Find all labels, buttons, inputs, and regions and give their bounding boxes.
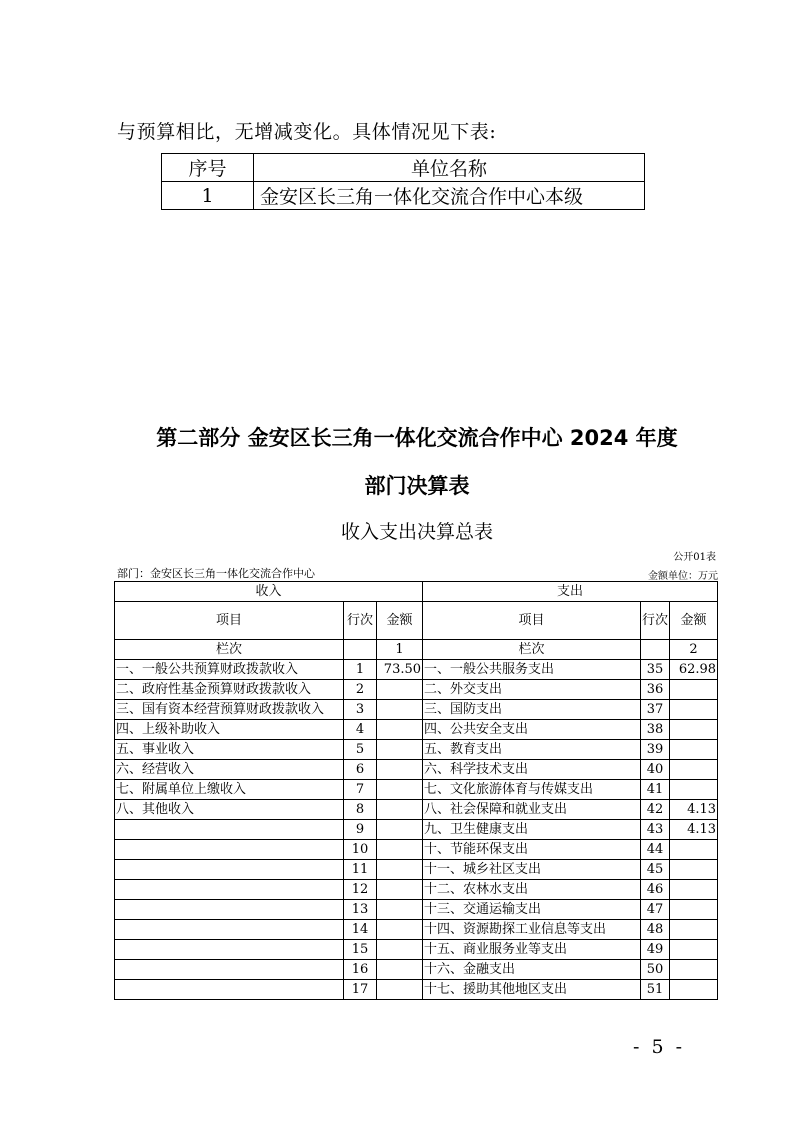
- table-row: [115, 780, 718, 800]
- income-row-number: 4: [344, 720, 377, 740]
- expense-item: 十七、援助其他地区支出: [423, 980, 641, 1000]
- expense-amount: [670, 760, 718, 780]
- expense-row-number: 35: [641, 660, 670, 680]
- table-title: 收入支出决算总表: [340, 521, 493, 543]
- expense-item: 十四、资源勘探工业信息等支出: [423, 920, 641, 940]
- table-row: [115, 680, 718, 700]
- col-income-row: 行次: [344, 602, 377, 640]
- unit-name: 金安区长三角一体化交流合作中心本级: [254, 182, 645, 210]
- intro-text: 与预算相比，无增减变化。具体情况见下表:: [117, 121, 497, 143]
- table-row: [115, 980, 718, 1000]
- income-item: 七、附属单位上缴收入: [115, 780, 344, 800]
- income-item: 一、一般公共预算财政拨款收入: [115, 660, 344, 680]
- table-row: [115, 940, 718, 960]
- income-amount: [377, 980, 423, 1000]
- expense-row-number: 51: [641, 980, 670, 1000]
- expense-item: 十五、商业服务业等支出: [423, 940, 641, 960]
- expense-row-number: 48: [641, 920, 670, 940]
- expense-item: 三、国防支出: [423, 700, 641, 720]
- income-item: [115, 980, 344, 1000]
- expense-item: 十六、金融支出: [423, 960, 641, 980]
- expense-row-number: 46: [641, 880, 670, 900]
- income-item: [115, 960, 344, 980]
- col-income-amount: 金额: [377, 602, 423, 640]
- income-item: 六、经营收入: [115, 760, 344, 780]
- expense-item: 七、文化旅游体育与传媒支出: [423, 780, 641, 800]
- expense-row-number: 42: [641, 800, 670, 820]
- expense-item: 六、科学技术支出: [423, 760, 641, 780]
- income-row-number: 16: [344, 960, 377, 980]
- income-row-number: 2: [344, 680, 377, 700]
- expense-amount: 4.13: [670, 820, 718, 840]
- expense-row-number: 38: [641, 720, 670, 740]
- expense-amount: [670, 880, 718, 900]
- expense-item: 九、卫生健康支出: [423, 820, 641, 840]
- income-row-number: 6: [344, 760, 377, 780]
- unit-table-header: [162, 154, 645, 182]
- expense-item: 十、节能环保支出: [423, 840, 641, 860]
- expense-row-number: 49: [641, 940, 670, 960]
- income-amount: [377, 700, 423, 720]
- income-amount: [377, 960, 423, 980]
- income-item: [115, 900, 344, 920]
- expense-amount: [670, 940, 718, 960]
- income-amount: [377, 880, 423, 900]
- table-group-header: [115, 582, 718, 602]
- unit-seq: 1: [162, 182, 254, 210]
- amount-unit-label: 金额单位：万元: [648, 571, 718, 582]
- expense-row-number: 45: [641, 860, 670, 880]
- income-amount: [377, 820, 423, 840]
- expense-amount: [670, 680, 718, 700]
- income-row-number: 14: [344, 920, 377, 940]
- income-lanci: 栏次: [115, 640, 344, 660]
- expense-header: 支出: [423, 582, 718, 602]
- table-lanci-row: [115, 640, 718, 660]
- table-body: [115, 660, 718, 1000]
- table-row: [115, 900, 718, 920]
- income-item: [115, 820, 344, 840]
- expense-amount: [670, 980, 718, 1000]
- expense-row-number: 39: [641, 740, 670, 760]
- income-row-number: 15: [344, 940, 377, 960]
- expense-item: 十一、城乡社区支出: [423, 860, 641, 880]
- expense-row-number: 40: [641, 760, 670, 780]
- income-item: [115, 860, 344, 880]
- income-expense-table: [114, 581, 718, 1000]
- expense-amount: [670, 780, 718, 800]
- income-amount: [377, 900, 423, 920]
- expense-row-number: 47: [641, 900, 670, 920]
- income-row-number: 3: [344, 700, 377, 720]
- income-item: 三、国有资本经营预算财政拨款收入: [115, 700, 344, 720]
- income-lanci-blank: [344, 640, 377, 660]
- table-row: [115, 740, 718, 760]
- expense-amount: [670, 700, 718, 720]
- expense-item: 五、教育支出: [423, 740, 641, 760]
- income-amount: [377, 740, 423, 760]
- income-item: 二、政府性基金预算财政拨款收入: [115, 680, 344, 700]
- income-amount: [377, 720, 423, 740]
- expense-amount: [670, 960, 718, 980]
- department-label: 部门：金安区长三角一体化交流合作中心: [117, 567, 315, 580]
- income-item: [115, 940, 344, 960]
- table-row: [115, 880, 718, 900]
- income-amount: [377, 840, 423, 860]
- expense-amount: [670, 840, 718, 860]
- table-row: [115, 700, 718, 720]
- table-column-header: [115, 602, 718, 640]
- expense-row-number: 50: [641, 960, 670, 980]
- income-item: [115, 920, 344, 940]
- income-row-number: 12: [344, 880, 377, 900]
- page-number: - 5 -: [633, 1036, 686, 1058]
- income-row-number: 17: [344, 980, 377, 1000]
- form-number: 公开01表: [673, 552, 716, 563]
- income-amount: [377, 680, 423, 700]
- expense-item: 十三、交通运输支出: [423, 900, 641, 920]
- income-amount: [377, 780, 423, 800]
- col-expense-row: 行次: [641, 602, 670, 640]
- table-row: [115, 660, 718, 680]
- table-row: [115, 800, 718, 820]
- expense-row-number: 36: [641, 680, 670, 700]
- income-row-number: 8: [344, 800, 377, 820]
- expense-amount: 62.98: [670, 660, 718, 680]
- income-amount: [377, 920, 423, 940]
- income-item: 四、上级补助收入: [115, 720, 344, 740]
- table-row: [162, 182, 645, 210]
- expense-row-number: 41: [641, 780, 670, 800]
- expense-row-number: 37: [641, 700, 670, 720]
- income-row-number: 1: [344, 660, 377, 680]
- expense-amount: 4.13: [670, 800, 718, 820]
- income-col-number: 1: [377, 640, 423, 660]
- expense-item: 四、公共安全支出: [423, 720, 641, 740]
- income-item: [115, 840, 344, 860]
- expense-amount: [670, 900, 718, 920]
- expense-amount: [670, 720, 718, 740]
- expense-lanci-blank: [641, 640, 670, 660]
- table-row: [115, 720, 718, 740]
- header-unit-name: 单位名称: [254, 154, 645, 182]
- col-expense-amount: 金额: [670, 602, 718, 640]
- income-amount: [377, 760, 423, 780]
- income-amount: [377, 860, 423, 880]
- expense-col-number: 2: [670, 640, 718, 660]
- table-row: [115, 820, 718, 840]
- expense-amount: [670, 860, 718, 880]
- expense-item: 二、外交支出: [423, 680, 641, 700]
- section-subtitle: 部门决算表: [364, 474, 470, 498]
- income-amount: [377, 940, 423, 960]
- income-amount: [377, 800, 423, 820]
- income-amount: 73.50: [377, 660, 423, 680]
- income-item: 八、其他收入: [115, 800, 344, 820]
- col-income-item: 项目: [115, 602, 344, 640]
- unit-table: [161, 153, 645, 210]
- table-row: [115, 840, 718, 860]
- income-row-number: 9: [344, 820, 377, 840]
- income-row-number: 10: [344, 840, 377, 860]
- income-header: 收入: [115, 582, 423, 602]
- expense-row-number: 44: [641, 840, 670, 860]
- expense-amount: [670, 740, 718, 760]
- section-title: 第二部分 金安区长三角一体化交流合作中心 2024 年度: [156, 426, 678, 450]
- income-row-number: 5: [344, 740, 377, 760]
- table-row: [115, 960, 718, 980]
- table-row: [115, 920, 718, 940]
- expense-item: 十二、农林水支出: [423, 880, 641, 900]
- expense-amount: [670, 920, 718, 940]
- expense-item: 八、社会保障和就业支出: [423, 800, 641, 820]
- income-item: [115, 880, 344, 900]
- income-row-number: 13: [344, 900, 377, 920]
- col-expense-item: 项目: [423, 602, 641, 640]
- header-seq: 序号: [162, 154, 254, 182]
- expense-row-number: 43: [641, 820, 670, 840]
- table-row: [115, 860, 718, 880]
- table-row: [115, 760, 718, 780]
- income-item: 五、事业收入: [115, 740, 344, 760]
- expense-lanci: 栏次: [423, 640, 641, 660]
- income-row-number: 11: [344, 860, 377, 880]
- income-row-number: 7: [344, 780, 377, 800]
- expense-item: 一、一般公共服务支出: [423, 660, 641, 680]
